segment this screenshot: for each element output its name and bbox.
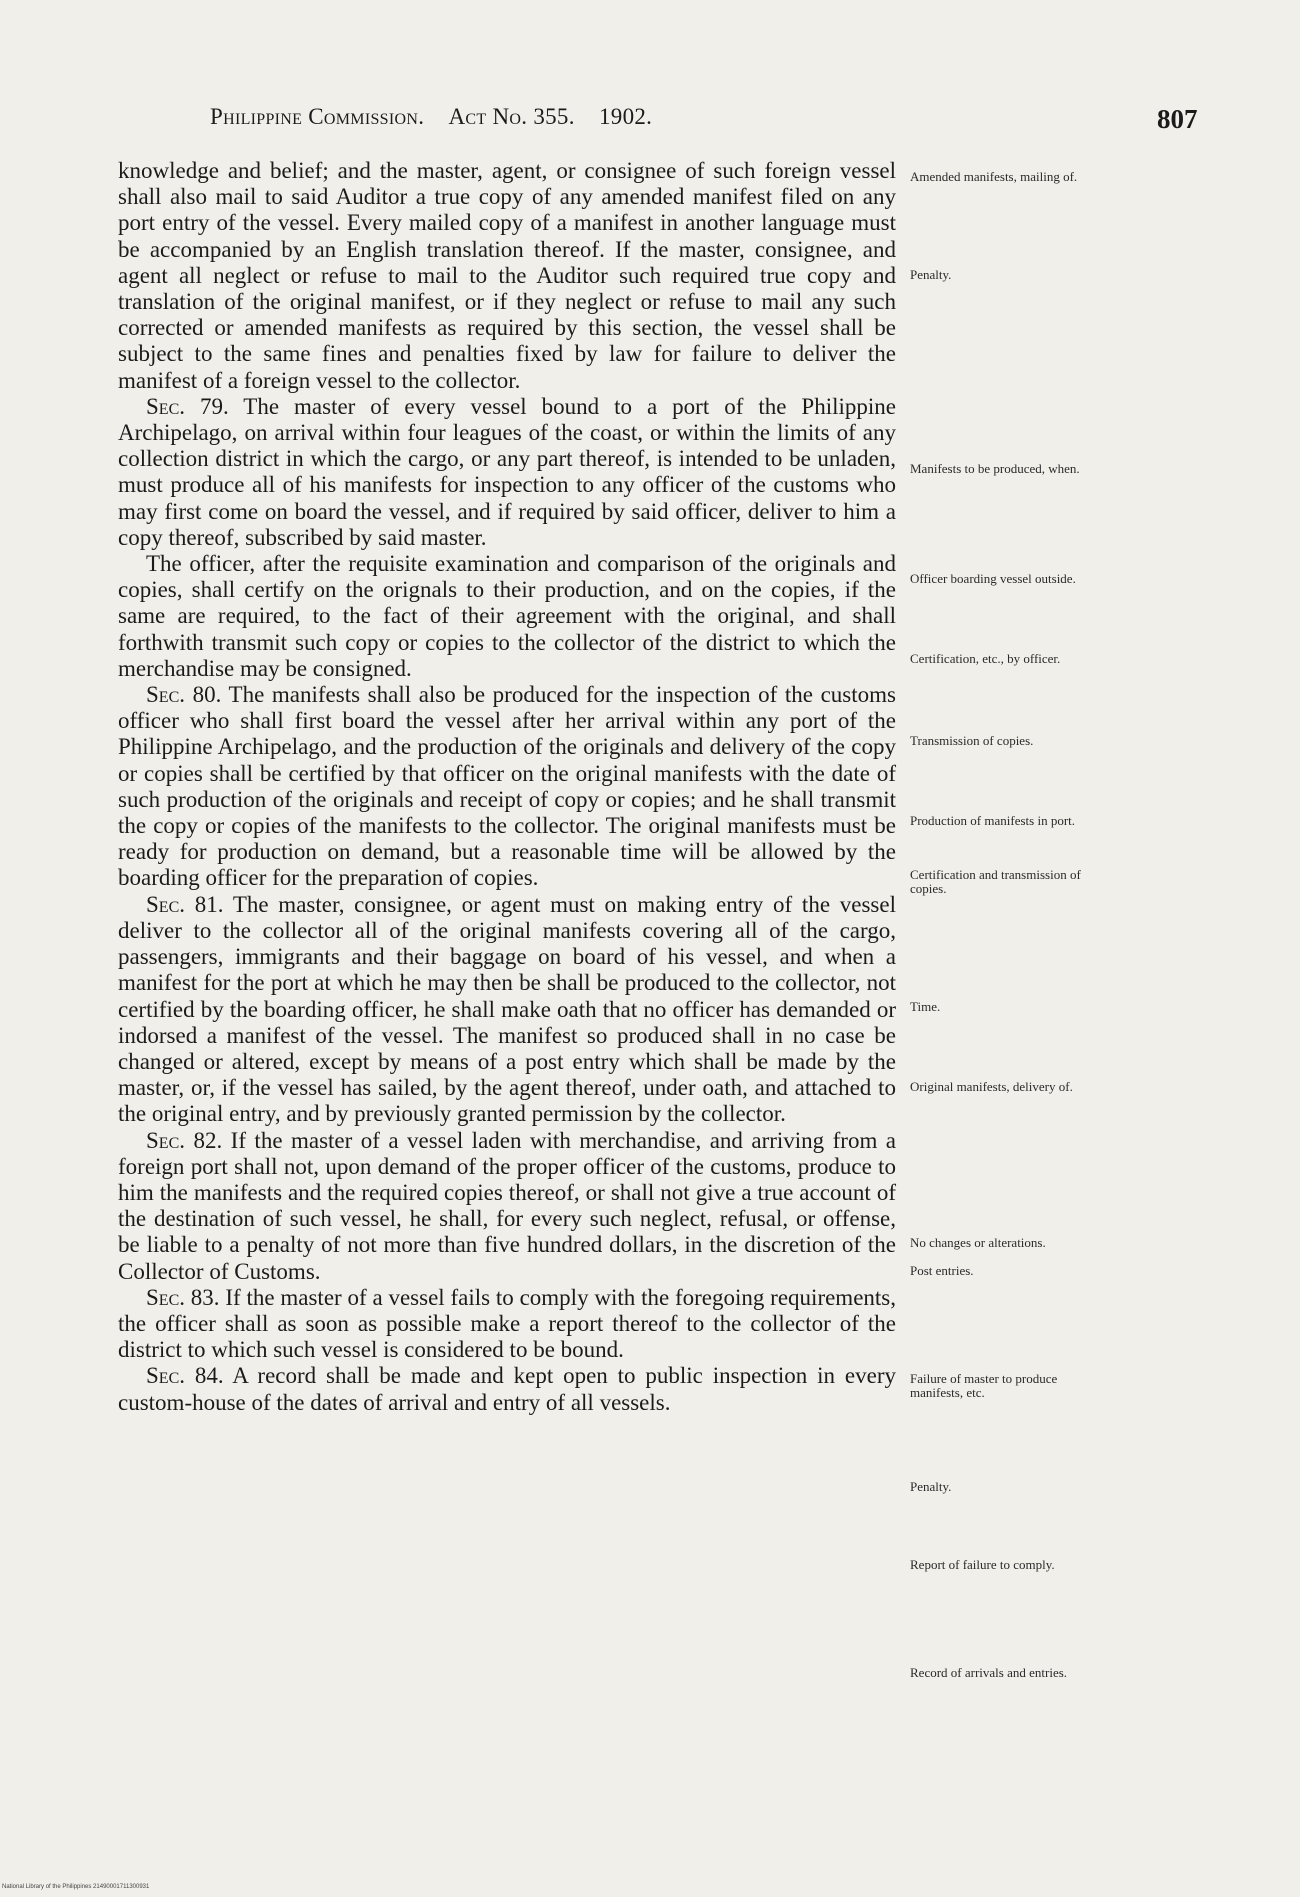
paragraph-sec-84: [118, 1363, 896, 1415]
section-text: The manifests shall also be produced for the inspection of the customs officer who shall first board the vessel after her arrival within any port of the Philippine Archipelago, and the production of the originals and delivery of the copy or copies shall be certified by that officer on the original manifests with the date of such production of the originals and receipt of copy or copies; and he shall transmit the copy or copies of the manifests to the collector. The original manifests must be ready for production on demand, but a reasonable time will be allowed by the boarding officer for the preparation of copies.: [118, 682, 896, 891]
margin-note-manifests-produced: Manifests to be produced, when.: [910, 461, 1080, 476]
margin-note-original-delivery: Original manifests, delivery of.: [910, 1079, 1073, 1094]
margin-note-record-arrivals: Record of arrivals and entries.: [910, 1665, 1068, 1680]
section-number: Sec. 81.: [146, 891, 224, 917]
margin-note-time: Time.: [910, 999, 941, 1014]
margin-note-penalty: Penalty.: [910, 267, 952, 282]
margin-note-transmission-copies: Transmission of copies.: [910, 733, 1034, 748]
section-text: A record shall be made and kept open to public inspection in every custom-house of the dates of arrival and entry of all vessels.: [118, 1363, 896, 1415]
section-text: If the master of a vessel laden with merchandise, and arriving from a foreign port shall not, upon demand of the proper officer of the customs, produce to him the manifests and the required copies thereof, or shall not give a true account of the destination of such vessel, he shall, for every such neglect, refusal, or offense, be liable to a penalty of not more than five hundred dollars, in the discretion of the Collector of Customs.: [118, 1127, 896, 1284]
margin-note-amended-manifests: Amended manifests, mailing of.: [910, 169, 1078, 184]
running-head-year: 1902.: [598, 104, 653, 129]
paragraph-sec-82: [118, 1128, 896, 1285]
section-number: Sec. 83.: [146, 1284, 220, 1310]
paragraph-sec-81: [118, 892, 896, 1128]
paragraph-continuation: knowledge and belief; and the master, agent, or consignee of such foreign vessel shall also mail to said Auditor a true copy of any amended manifest filed on any port entry of the vessel. Every mailed copy of a manifest in another language must be accompanied by an English translation thereof. If the master, consignee, and agent all neglect or refuse to mail to the Auditor such required true copy and translation of the original manifest, or if they neglect or refuse to mail any such corrected or amended manifests as required by this section, the vessel shall be subject to the same fines and penalties fixed by law for failure to deliver the manifest of a foreign vessel to the collector.: [118, 158, 896, 393]
section-number: Sec. 79.: [146, 393, 229, 419]
margin-note-certification-officer: Certification, etc., by officer.: [910, 651, 1061, 666]
running-head-act: Act No. 355.: [448, 104, 575, 129]
running-head-commission: Philippine Commission.: [210, 104, 425, 129]
scan-credit: National Library of the Philippines 21490001711300931: [2, 1884, 150, 1890]
section-text: The master, consignee, or agent must on making entry of the vessel deliver to the collector all of the original manifests covering all of the cargo, passengers, immigrants and their baggage on board of his vessel, and when a manifest for the port at which he may then be shall be produced to the collector, not certified by the boarding officer, he shall make oath that no officer has demanded or indorsed a manifest of the vessel. The manifest so produced shall in no case be changed or altered, except by means of a post entry which shall be made by the master, or, if the vessel has sailed, by the agent thereof, under oath, and attached to the original entry, and by previously granted permission by the collector.: [118, 891, 896, 1127]
paragraph-sec-83: [118, 1285, 896, 1364]
margin-note-failure-master: Failure of master to produce manifests, etc.: [910, 1371, 1058, 1400]
margin-note-report-failure: Report of failure to comply.: [910, 1557, 1055, 1572]
paragraph-officer-certify: The officer, after the requisite examination and comparison of the originals and copies, shall certify on the orignals to their production, and on the copies, if the same are required, to the fact of their agreement with the original, and shall forthwith transmit such copy or copies to the collector of the district to which the merchandise may be consigned.: [118, 551, 896, 681]
running-head: [210, 104, 652, 130]
margin-note-certification-transmission: Certification and transmission of copies.: [910, 867, 1081, 896]
margin-note-officer-boarding: Officer boarding vessel outside.: [910, 571, 1076, 586]
margin-note-production-in-port: Production of manifests in port.: [910, 813, 1076, 828]
body-text: [118, 158, 896, 1416]
page-number: 807: [1157, 104, 1198, 134]
margin-note-no-changes: No changes or alterations.: [910, 1235, 1046, 1250]
section-number: Sec. 84.: [146, 1363, 224, 1389]
paragraph-sec-80: [118, 682, 896, 892]
section-text: The master of every vessel bound to a port of the Philippine Archipelago, on arrival within four leagues of the coast, or within the limits of any collection district in which the cargo, or any part thereof, is intended to be unladen, must produce all of his manifests for inspection to any officer of the customs who may first come on board the vessel, and if required by said officer, deliver to him a copy thereof, subscribed by said master.: [118, 393, 896, 550]
paragraph-sec-79: [118, 394, 896, 551]
margin-note-post-entries: Post entries.: [910, 1263, 974, 1278]
section-number: Sec. 82.: [146, 1127, 223, 1153]
margin-note-penalty-2: Penalty.: [910, 1479, 952, 1494]
section-text: If the master of a vessel fails to comply with the foregoing requirements, the officer shall as soon as possible make a report thereof to the collector of the district to which such vessel is considered to be bound.: [118, 1284, 897, 1363]
section-number: Sec. 80.: [146, 682, 222, 708]
